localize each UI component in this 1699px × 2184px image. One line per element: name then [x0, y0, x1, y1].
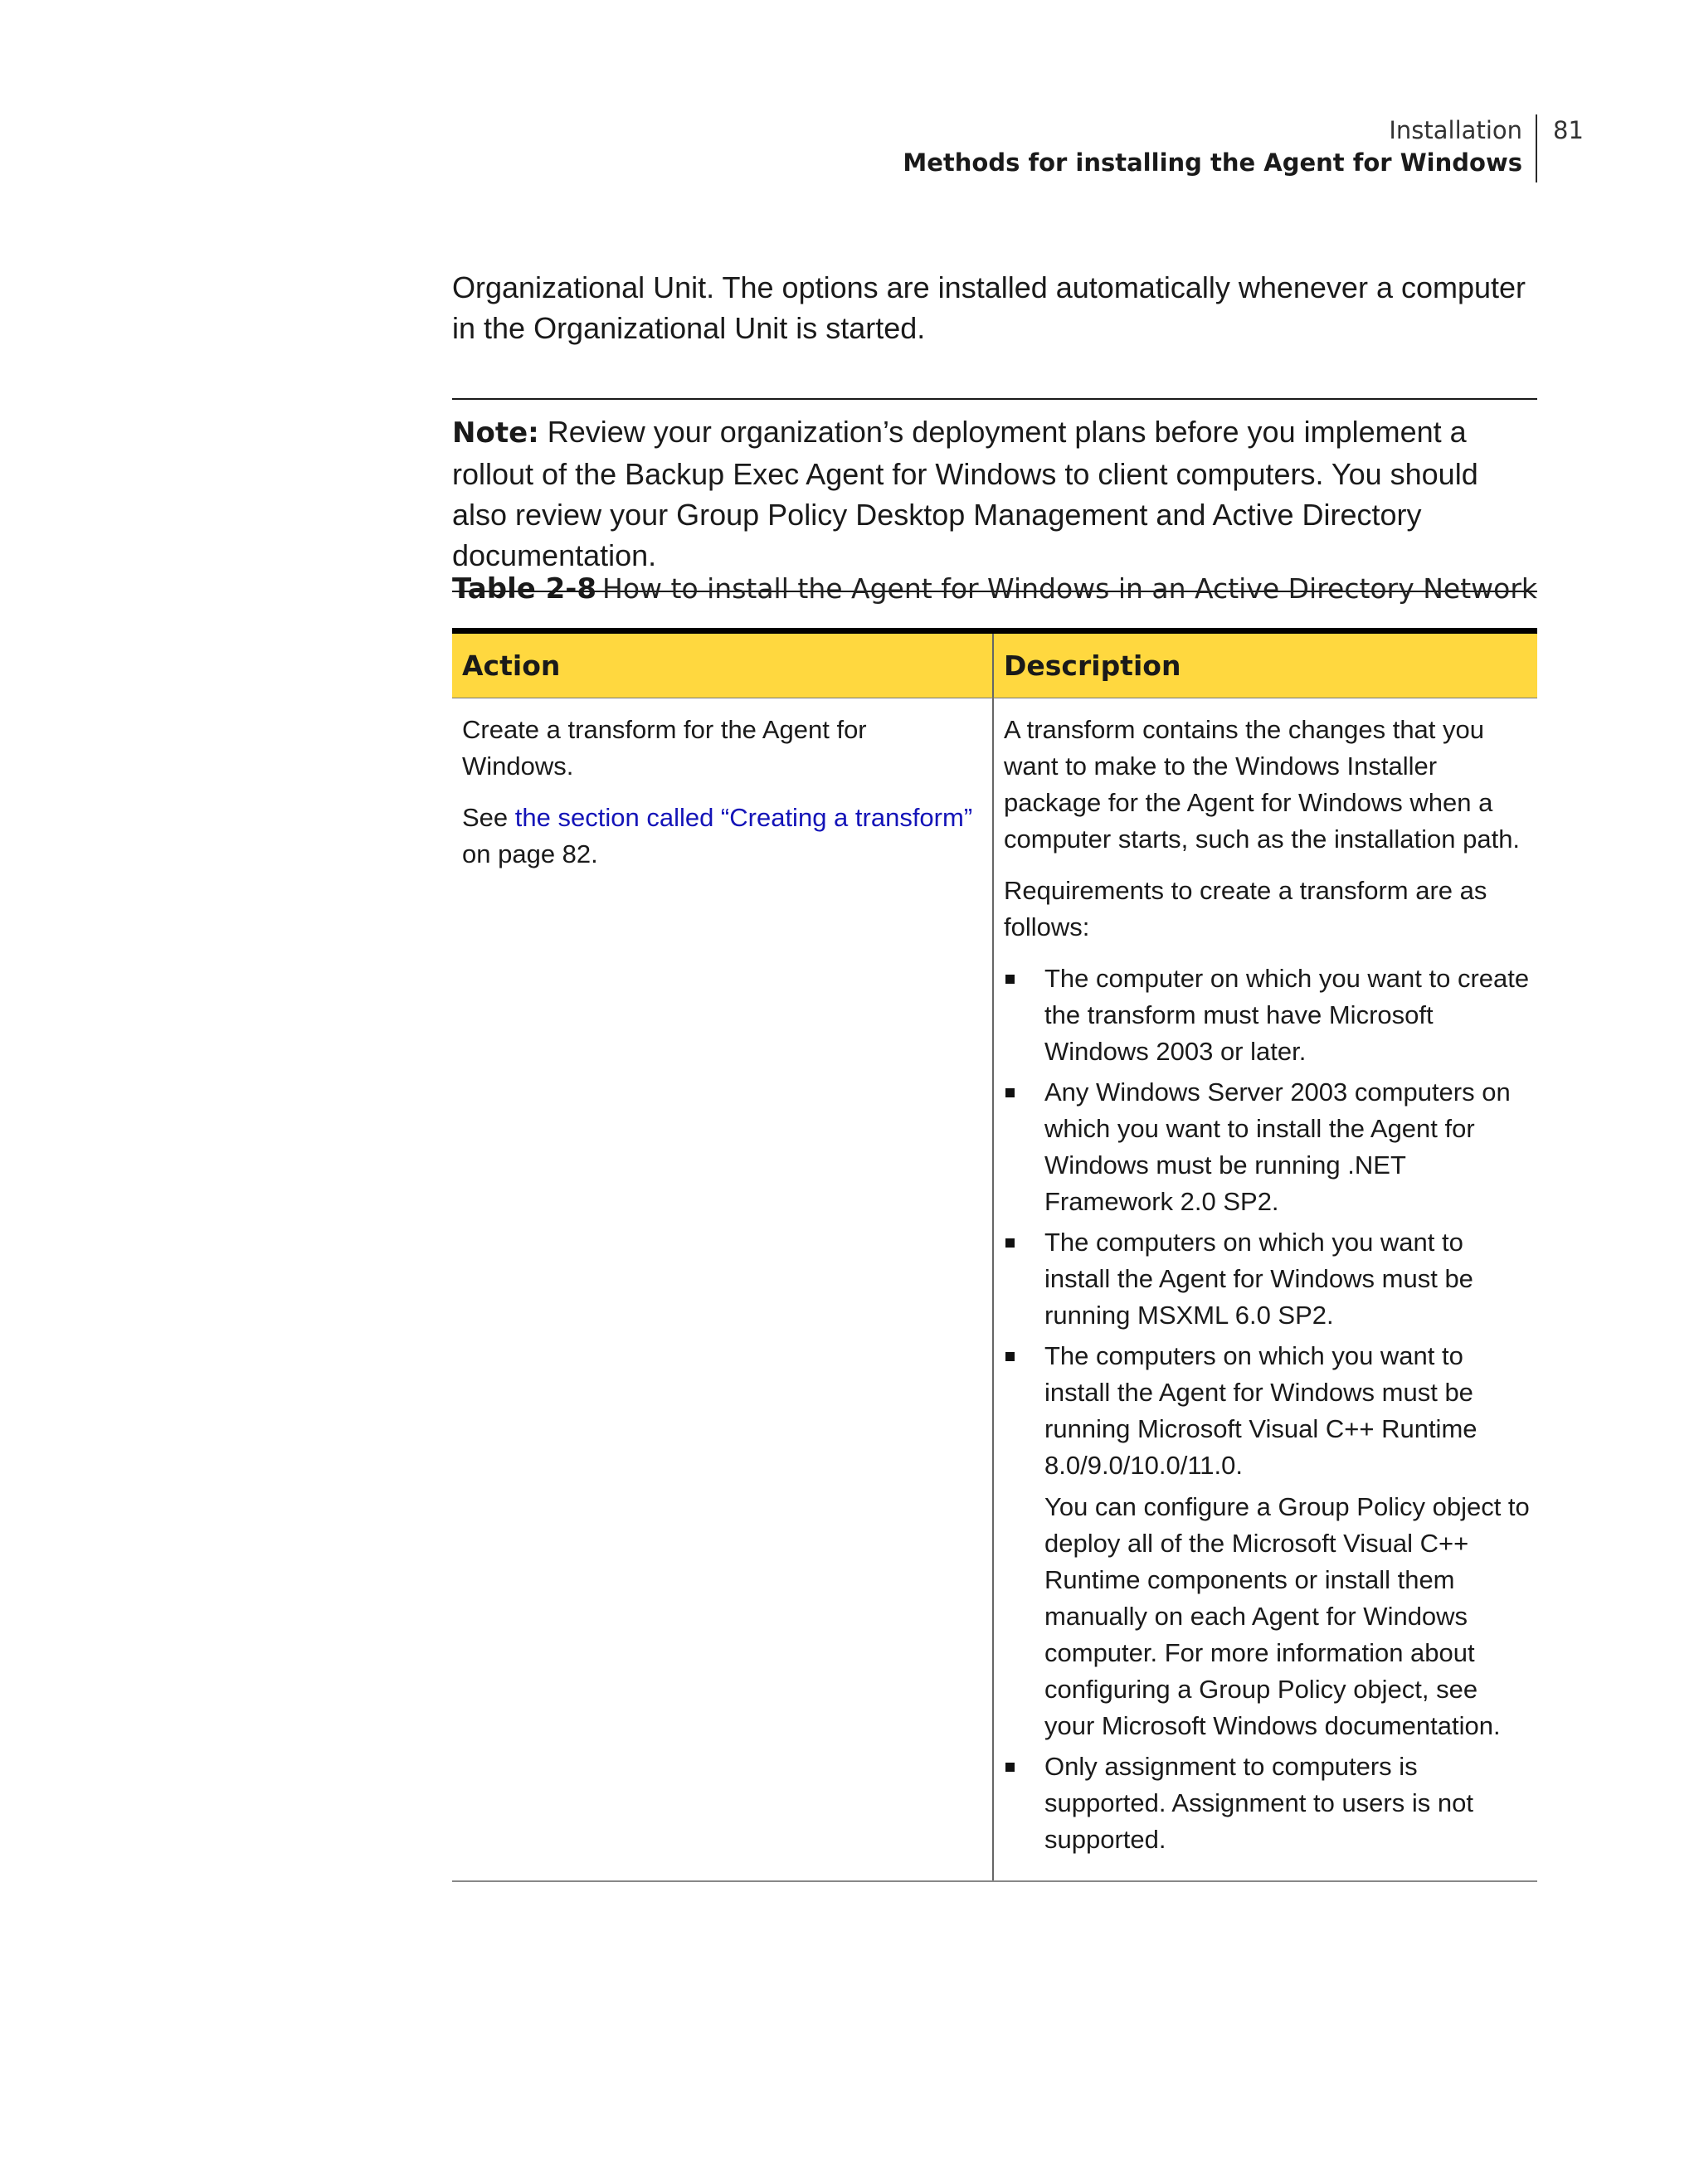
description-para-1: A transform contains the changes that you want to make to the Windows Installer package for the Agent for Windows when a computer starts, such as the installation path. [1004, 715, 1521, 854]
table-title: How to install the Agent for Windows in an Active Directory Network [602, 572, 1537, 605]
table-number: Table 2-8 [452, 572, 597, 606]
square-bullet-icon [1005, 975, 1015, 984]
header-action: Action [452, 634, 994, 698]
table-header-row [452, 634, 1537, 698]
list-item [1004, 961, 1532, 1070]
list-item-text: The computers on which you want to install the Agent for Windows must be running Microsoft Visual C++ Runtime 8.0/9.0/10.0/11.0. [1044, 1341, 1477, 1480]
running-header [625, 114, 1537, 182]
page-number: 81 [1553, 116, 1584, 144]
list-item-followup: You can configure a Group Policy object to deploy all of the Microsoft Visual C++ Runtime components or install them manually on each Agent for Windows computer. For more information about configuring a Group Policy object, see your Microsoft Windows documentation. [1044, 1492, 1530, 1740]
list-item-text: Any Windows Server 2003 computers on which you want to install the Agent for Windows must be running .NET Framework 2.0 SP2. [1044, 1077, 1511, 1216]
list-item-text: Only assignment to computers is supported. Assignment to users is not supported. [1044, 1752, 1473, 1854]
section-title: Methods for installing the Agent for Windows [903, 148, 1522, 177]
note-text: Review your organization’s deployment plans before you implement a rollout of the Backup Exec Agent for Windows to client computers. You should also review your Group Policy Desktop Management and Active Directory documentation. [452, 415, 1478, 572]
list-item [1004, 1074, 1532, 1220]
square-bullet-icon [1005, 1238, 1015, 1248]
note-box [452, 398, 1537, 592]
description-cell [994, 698, 1537, 1880]
see-prefix: See [462, 803, 515, 832]
chapter-title: Installation [1389, 116, 1522, 144]
note-label: Note: [452, 416, 539, 450]
list-item [1004, 1749, 1532, 1858]
square-bullet-icon [1005, 1763, 1015, 1772]
square-bullet-icon [1005, 1352, 1015, 1361]
table-caption [452, 572, 1537, 615]
install-table [452, 628, 1537, 1882]
action-text: Create a transform for the Agent for Windows. [462, 715, 867, 781]
list-item [1004, 1338, 1532, 1744]
creating-transform-link[interactable]: the section called “Creating a transform” [514, 803, 973, 832]
header-description: Description [1004, 649, 1181, 682]
table-row [452, 698, 1537, 1882]
list-item-text: The computers on which you want to install the Agent for Windows must be running MSXML 6.0 SP2. [1044, 1228, 1473, 1330]
list-item-text: The computer on which you want to create the transform must have Microsoft Windows 2003 or later. [1044, 964, 1530, 1066]
description-para-2: Requirements to create a transform are as follows: [1004, 876, 1487, 941]
see-suffix: on page 82. [462, 839, 598, 868]
requirements-list [1004, 961, 1532, 1858]
square-bullet-icon [1005, 1088, 1015, 1097]
action-cell [452, 698, 994, 1880]
list-item [1004, 1224, 1532, 1334]
action-see-reference [462, 800, 984, 873]
intro-paragraph: Organizational Unit. The options are installed automatically whenever a computer in the Organizational Unit is started. [452, 270, 1526, 345]
